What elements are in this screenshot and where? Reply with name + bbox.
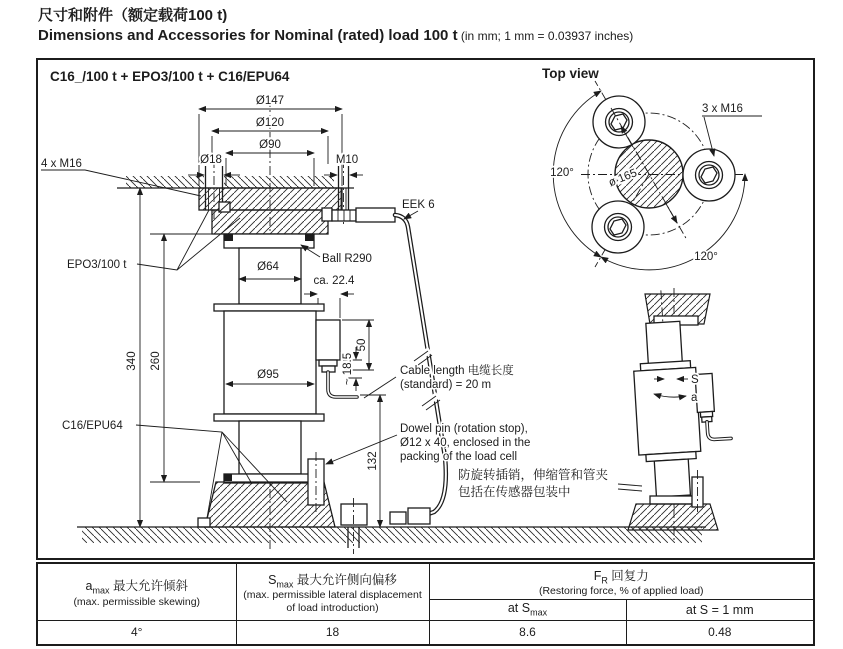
technical-drawing [38,60,817,562]
label-eek6 [402,199,435,219]
svg-text:Dowel pin (rotation stop),: Dowel pin (rotation stop), [400,423,528,435]
svg-text:~ 18.5: ~ 18.5 [342,352,354,386]
svg-text:120°: 120° [550,167,574,179]
side-view-tilted [618,287,735,540]
svg-text:EEK 6: EEK 6 [402,199,435,211]
svg-text:3 x M16: 3 x M16 [702,103,743,115]
anchor-bolt [341,498,367,554]
svg-text:packing of the load cell: packing of the load cell [400,451,517,463]
dowel-pin [308,452,324,512]
page-title-english-text: Dimensions and Accessories for Nominal (rated) load 100 t [38,27,458,44]
figure-header: C16_/100 t + EPO3/100 t + C16/EPU64 [50,69,290,84]
header-smax: $S_{max}$ 最大允许侧向偏移 (max. permissible lateral displacement of load introduction) [236,563,429,620]
spec-table [36,562,815,646]
label-cable-length [364,363,514,398]
svg-text:Ø95: Ø95 [257,369,279,381]
svg-text:M10: M10 [335,154,359,166]
epo3-flange [199,188,342,241]
main-section-view [41,95,706,554]
page-title-chinese: 尺寸和附件（额定载荷100 t) [38,7,228,24]
dim-260 [150,234,224,482]
loadcell-top-plate [224,234,314,248]
svg-text:C16/EPU64: C16/EPU64 [62,420,123,432]
svg-text:Ball R290: Ball R290 [322,253,372,265]
top-view-bolt-2 [683,149,735,201]
drawing-figure [36,58,815,560]
page-title-english [38,27,633,44]
floor-cable-connector [390,508,430,524]
svg-text:Ø147: Ø147 [255,95,285,107]
svg-text:120°: 120° [694,251,718,263]
header-at-smax: at $S_{max}$ [429,599,626,620]
svg-text:4 x M16: 4 x M16 [41,158,82,170]
top-view [550,81,762,270]
svg-text:包括在传感器包装中: 包括在传感器包装中 [458,485,571,499]
dim-185 [342,347,362,391]
svg-text:Ø90: Ø90 [259,139,281,151]
value-smax: 18 [236,620,429,645]
header-at-s1mm: at S = 1 mm [626,599,814,620]
svg-text:50: 50 [356,338,368,352]
value-amax: 4° [37,620,236,645]
ceiling-structure [117,164,354,188]
body-bottom-plate [214,414,324,421]
svg-text:Ø64: Ø64 [257,261,279,273]
top-view-bolt-1 [593,96,645,148]
loadcell-body [224,311,316,414]
eek6-connector [322,208,395,222]
svg-text:ø 165: ø 165 [606,167,639,190]
svg-text:a: a [691,392,698,404]
svg-text:S: S [691,374,699,386]
floor [77,527,706,543]
label-dowel-pin [326,423,530,464]
svg-text:260: 260 [150,351,162,371]
label-3xm16 [702,103,762,156]
svg-text:Cable length 电缆长度: Cable length 电缆长度 [400,365,514,377]
svg-text:Ø120: Ø120 [255,117,285,129]
upper-shaft [239,248,301,304]
lower-shaft [239,421,301,474]
svg-text:340: 340 [126,351,138,371]
header-restoring-force: $F_R$ 回复力 (Restoring force, % of applied load) [429,563,814,599]
top-view-title: Top view [542,66,599,81]
header-amax: $a_{max}$ 最大允许倾斜 (max. permissible skewing) [37,563,236,620]
svg-text:ca. 22.4: ca. 22.4 [313,275,355,287]
top-view-bolt-3 [592,201,644,253]
svg-text:(standard) = 20 m: (standard) = 20 m [400,379,492,391]
svg-text:Ø18: Ø18 [200,154,222,166]
svg-text:防旋转插销，伸缩管和管夹: 防旋转插销，伸缩管和管夹 [458,468,609,482]
svg-text:Ø12 x 40, enclosed in the: Ø12 x 40, enclosed in the [400,437,531,449]
unit-note: (in mm; 1 mm = 0.03937 inches) [457,29,634,43]
svg-text:EPO3/100 t: EPO3/100 t [67,259,127,271]
svg-text:132: 132 [367,451,379,471]
value-fr-smax: 8.6 [429,620,626,645]
body-top-plate [214,304,324,311]
side-view-base [628,504,718,530]
dim-340 [126,188,140,527]
label-chinese-note [458,467,608,499]
value-fr-s1mm: 0.48 [626,620,814,645]
